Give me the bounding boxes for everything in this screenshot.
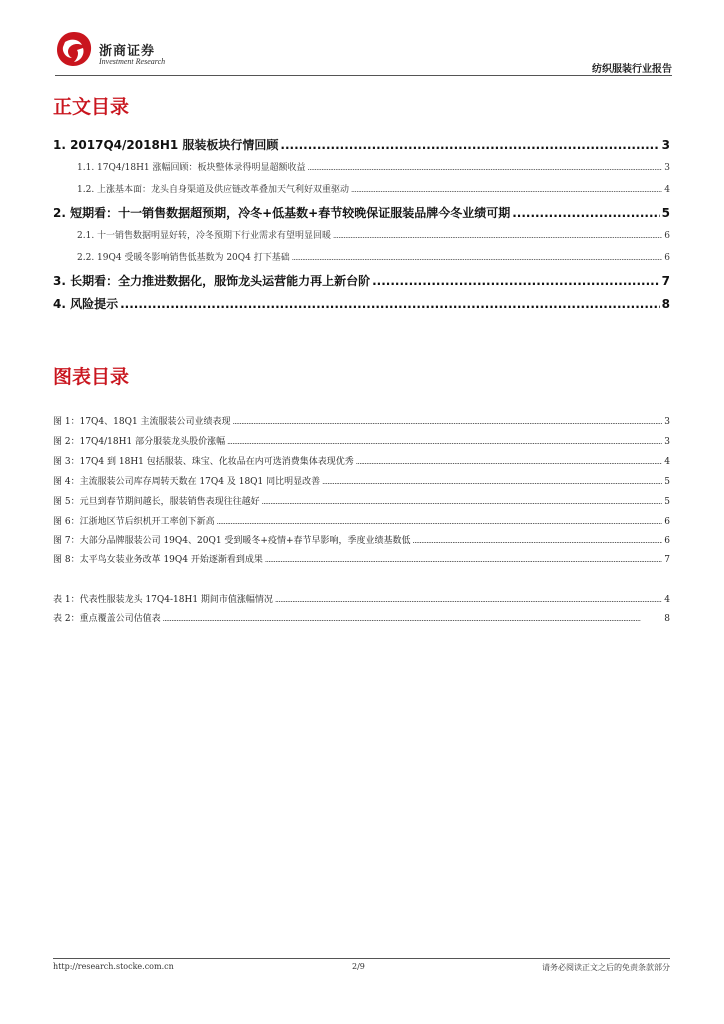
toc-entry-text: 1. 2017Q4/2018H1 服装板块行情回顾 bbox=[53, 138, 279, 152]
toc-entry[interactable] bbox=[53, 136, 670, 153]
toc-entry-page: 3 bbox=[661, 138, 670, 152]
brand-name: 浙商证券 bbox=[99, 44, 156, 59]
dot-leader bbox=[308, 164, 663, 172]
figure-entry[interactable] bbox=[53, 494, 670, 507]
table-entry-page: 4 bbox=[664, 595, 670, 605]
table-entry[interactable] bbox=[53, 592, 670, 605]
figure-entry-page: 3 bbox=[664, 417, 670, 427]
figure-entry-text: 图 5：元旦到春节期间越长，服装销售表现往往越好 bbox=[53, 497, 260, 507]
dot-leader bbox=[275, 596, 662, 604]
header-divider bbox=[55, 75, 672, 76]
figure-entry-text: 图 8：太平鸟女装业务改革 19Q4 开始逐渐看到成果 bbox=[53, 555, 263, 565]
toc-entry-text: 4. 风险提示 bbox=[53, 297, 119, 311]
figure-entry-text: 图 7：大部分品牌服装公司 19Q4、20Q1 受到暖冬+疫情+春节早影响，季度业绩基数低 bbox=[53, 536, 411, 546]
table-entry-text: 表 1：代表性服装龙头 17Q4-18H1 期间市值涨幅情况 bbox=[53, 595, 273, 605]
figure-entry-page: 5 bbox=[664, 497, 670, 507]
figure-entry[interactable] bbox=[53, 514, 670, 527]
figure-entry[interactable] bbox=[53, 474, 670, 487]
dot-leader bbox=[120, 297, 660, 311]
table-entry-text: 表 2：重点覆盖公司估值表 bbox=[53, 614, 161, 624]
dot-leader bbox=[413, 537, 663, 545]
toc-entry-page: 8 bbox=[661, 297, 670, 311]
toc-entry-page: 3 bbox=[664, 163, 670, 173]
figure-entry-page: 6 bbox=[664, 517, 670, 527]
figure-entry[interactable] bbox=[53, 414, 670, 427]
figure-entry-page: 6 bbox=[664, 536, 670, 546]
footer-divider bbox=[53, 958, 670, 959]
toc-entry[interactable] bbox=[77, 228, 670, 241]
toc-entry-page: 6 bbox=[664, 231, 670, 241]
figure-entry-page: 7 bbox=[664, 555, 670, 565]
toc-entry-page: 5 bbox=[661, 206, 670, 220]
brand-tagline: Investment Research bbox=[99, 57, 166, 66]
report-type: 纺织服装行业报告 bbox=[592, 64, 672, 75]
page-number: 2/9 bbox=[352, 962, 365, 971]
dot-leader bbox=[280, 138, 659, 152]
figure-entry-page: 4 bbox=[664, 457, 670, 467]
dot-leader bbox=[233, 418, 663, 426]
figure-entry-text: 图 4：主流服装公司库存周转天数在 17Q4 及 18Q1 同比明显改善 bbox=[53, 477, 321, 487]
figure-entry-page: 5 bbox=[664, 477, 670, 487]
toc-entry-text: 3. 长期看：全力推进数据化，服饰龙头运营能力再上新台阶 bbox=[53, 274, 371, 288]
table-entry-page: 8 bbox=[664, 614, 670, 624]
figures-title: 图表目录 bbox=[53, 366, 130, 388]
dot-leader bbox=[227, 438, 662, 446]
dot-leader bbox=[372, 274, 660, 288]
dot-leader bbox=[217, 518, 663, 526]
toc-entry[interactable] bbox=[53, 204, 670, 221]
toc-entry[interactable] bbox=[77, 182, 670, 195]
figure-entry-text: 图 2：17Q4/18H1 部分服装龙头股价涨幅 bbox=[53, 437, 226, 447]
dot-leader bbox=[292, 254, 663, 262]
dot-leader bbox=[512, 206, 659, 220]
toc-title: 正文目录 bbox=[53, 96, 130, 118]
toc-entry-text: 2.1. 十一销售数据明显好转，冷冬预期下行业需求有望明显回暖 bbox=[77, 231, 332, 241]
toc-entry-page: 6 bbox=[664, 253, 670, 263]
dot-leader bbox=[333, 232, 662, 240]
figure-entry-text: 图 1：17Q4、18Q1 主流服装公司业绩表现 bbox=[53, 417, 231, 427]
figure-entry-page: 3 bbox=[664, 437, 670, 447]
figure-entry-text: 图 6：江浙地区节后织机开工率创下新高 bbox=[53, 517, 215, 527]
dot-leader bbox=[356, 458, 663, 466]
dot-leader bbox=[265, 556, 662, 564]
table-entry[interactable] bbox=[53, 611, 670, 624]
figure-entry[interactable] bbox=[53, 434, 670, 447]
dot-leader bbox=[262, 498, 663, 506]
zheshang-logo-icon bbox=[55, 30, 93, 68]
toc-entry-page: 7 bbox=[661, 274, 670, 288]
toc-entry-text: 1.1. 17Q4/18H1 涨幅回顾：板块整体录得明显超额收益 bbox=[77, 163, 306, 173]
toc-entry-text: 2. 短期看：十一销售数据超预期，冷冬+低基数+春节较晚保证服装品牌今冬业绩可期 bbox=[53, 206, 511, 220]
footer-url[interactable]: http://research.stocke.com.cn bbox=[53, 962, 174, 971]
disclaimer-note: 请务必阅读正文之后的免责条款部分 bbox=[542, 963, 670, 972]
toc-entry-text: 1.2. 上涨基本面：龙头自身渠道及供应链改革叠加天气利好双重驱动 bbox=[77, 185, 350, 195]
figure-entry[interactable] bbox=[53, 454, 670, 467]
dot-leader bbox=[351, 186, 662, 194]
figure-entry[interactable] bbox=[53, 552, 670, 565]
toc-entry[interactable] bbox=[77, 160, 670, 173]
dot-leader bbox=[163, 615, 663, 623]
page-header bbox=[55, 28, 672, 76]
toc-entry[interactable] bbox=[77, 250, 670, 263]
toc-entry-text: 2.2. 19Q4 受暖冬影响销售低基数为 20Q4 打下基础 bbox=[77, 253, 290, 263]
figure-entry[interactable] bbox=[53, 533, 670, 546]
toc-entry[interactable] bbox=[53, 295, 670, 312]
dot-leader bbox=[322, 478, 662, 486]
figure-entry-text: 图 3：17Q4 到 18H1 包括服装、珠宝、化妆品在内可选消费集体表现优秀 bbox=[53, 457, 354, 467]
toc-entry[interactable] bbox=[53, 272, 670, 289]
toc-entry-page: 4 bbox=[664, 185, 670, 195]
